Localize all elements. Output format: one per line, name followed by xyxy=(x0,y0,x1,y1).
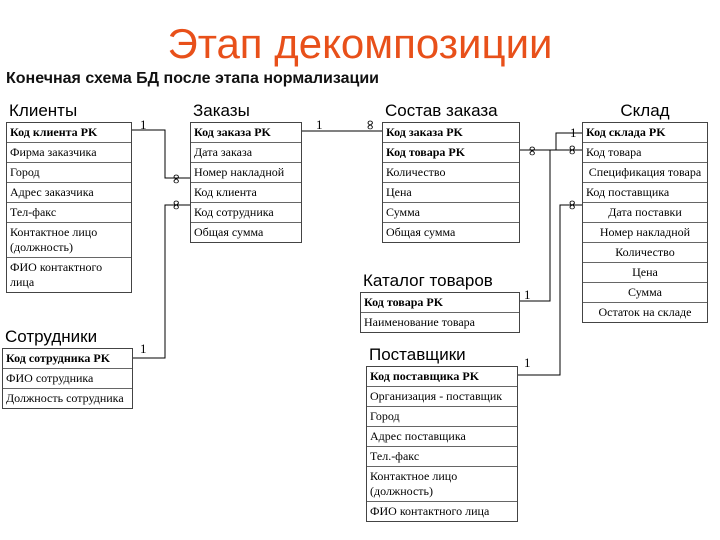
card-warehouse-1: 1 xyxy=(570,125,577,140)
field-supplier-phone: Тел.-факс xyxy=(367,447,517,467)
field-warehouse-invoice: Номер накладной xyxy=(583,223,707,243)
field-warehouse-id: Код склада PK xyxy=(583,123,707,143)
field-order-date: Дата заказа xyxy=(191,143,301,163)
table-order-items xyxy=(382,100,520,243)
table-clients-fields xyxy=(6,122,132,293)
field-catalog-product-id: Код товара PK xyxy=(361,293,519,313)
table-order-items-title: Состав заказа xyxy=(385,101,498,120)
field-supplier-contact-name: ФИО контактного лица xyxy=(370,504,490,518)
card-clients-orders-1: 1 xyxy=(140,117,147,132)
card-employees-orders-1: 1 xyxy=(140,341,147,356)
field-supplier-address: Адрес поставщика xyxy=(367,427,517,447)
field-order-total: Общая сумма xyxy=(194,225,264,239)
field-item-price: Цена xyxy=(383,183,519,203)
field-client-address: Адрес заказчика xyxy=(7,183,131,203)
field-supplier-org: Организация - поставщик xyxy=(367,387,517,407)
table-suppliers xyxy=(366,344,518,522)
field-supplier-id: Код поставщика PK xyxy=(367,367,517,387)
field-warehouse-quantity: Количество xyxy=(583,243,707,263)
field-warehouse-sum: Сумма xyxy=(583,283,707,303)
table-employees xyxy=(2,326,133,409)
field-order-employee: Код сотрудника xyxy=(191,203,301,223)
card-orders-items-1: 1 xyxy=(316,117,323,132)
relation-line-catalog xyxy=(520,150,550,301)
field-item-total: Общая сумма xyxy=(386,225,456,239)
field-client-city: Город xyxy=(7,163,131,183)
card-catalog-items-inf: ∞ xyxy=(523,145,540,157)
table-employees-title: Сотрудники xyxy=(5,327,98,346)
table-catalog-title: Каталог товаров xyxy=(363,271,493,290)
relation-line-employees-orders xyxy=(133,205,190,358)
field-client-contact-name: ФИО контактного лица xyxy=(10,260,103,289)
card-catalog-warehouse-inf: ∞ xyxy=(563,144,580,156)
field-item-sum: Сумма xyxy=(383,203,519,223)
field-order-id: Код заказа PK xyxy=(191,123,301,143)
field-warehouse-supplier: Код поставщика xyxy=(583,183,707,203)
field-order-client: Код клиента xyxy=(191,183,301,203)
table-orders-fields xyxy=(190,122,302,243)
field-supplier-city: Город xyxy=(367,407,517,427)
field-employee-id: Код сотрудника PK xyxy=(3,349,132,369)
card-clients-orders-inf: ∞ xyxy=(167,173,184,185)
field-client-contact: Контактное лицо (должность) xyxy=(7,223,131,258)
field-item-quantity: Количество xyxy=(383,163,519,183)
table-order-items-fields xyxy=(382,122,520,243)
table-warehouse xyxy=(582,100,708,323)
field-catalog-product-name: Наименование товара xyxy=(364,315,476,329)
table-orders-title: Заказы xyxy=(193,101,250,120)
field-warehouse-spec: Спецификация товара xyxy=(583,163,707,183)
table-clients-title: Клиенты xyxy=(9,101,78,120)
field-employee-name: ФИО сотрудника xyxy=(3,369,132,389)
field-item-product-id: Код товара PK xyxy=(383,143,519,163)
table-employees-fields xyxy=(2,348,133,409)
page-title: Этап декомпозиции xyxy=(167,20,553,67)
table-catalog-fields xyxy=(360,292,520,333)
card-suppliers-1: 1 xyxy=(524,355,531,370)
card-catalog-1: 1 xyxy=(524,287,531,302)
field-warehouse-date: Дата поставки xyxy=(583,203,707,223)
card-employees-orders-inf: ∞ xyxy=(167,199,184,211)
table-orders xyxy=(190,100,302,243)
table-suppliers-fields xyxy=(366,366,518,522)
card-suppliers-warehouse-inf: ∞ xyxy=(563,199,580,211)
table-warehouse-title: Склад xyxy=(620,101,670,120)
field-client-id: Код клиента PK xyxy=(7,123,131,143)
page-subtitle: Конечная схема БД после этапа нормализации xyxy=(6,70,379,87)
field-employee-position: Должность сотрудника xyxy=(6,391,124,405)
field-warehouse-stock: Остаток на складе xyxy=(598,305,692,319)
field-supplier-contact: Контактное лицо (должность) xyxy=(367,467,517,502)
table-suppliers-title: Поставщики xyxy=(369,345,466,364)
field-warehouse-product: Код товара xyxy=(583,143,707,163)
field-warehouse-price: Цена xyxy=(583,263,707,283)
table-catalog xyxy=(360,270,520,333)
field-client-phone: Тел-факс xyxy=(7,203,131,223)
relation-line-clients-orders xyxy=(132,130,190,178)
field-client-company: Фирма заказчика xyxy=(7,143,131,163)
card-orders-items-inf: ∞ xyxy=(361,119,378,131)
table-clients xyxy=(6,100,132,293)
field-item-order-id: Код заказа PK xyxy=(383,123,519,143)
field-order-invoice: Номер накладной xyxy=(191,163,301,183)
table-warehouse-fields xyxy=(582,122,708,323)
